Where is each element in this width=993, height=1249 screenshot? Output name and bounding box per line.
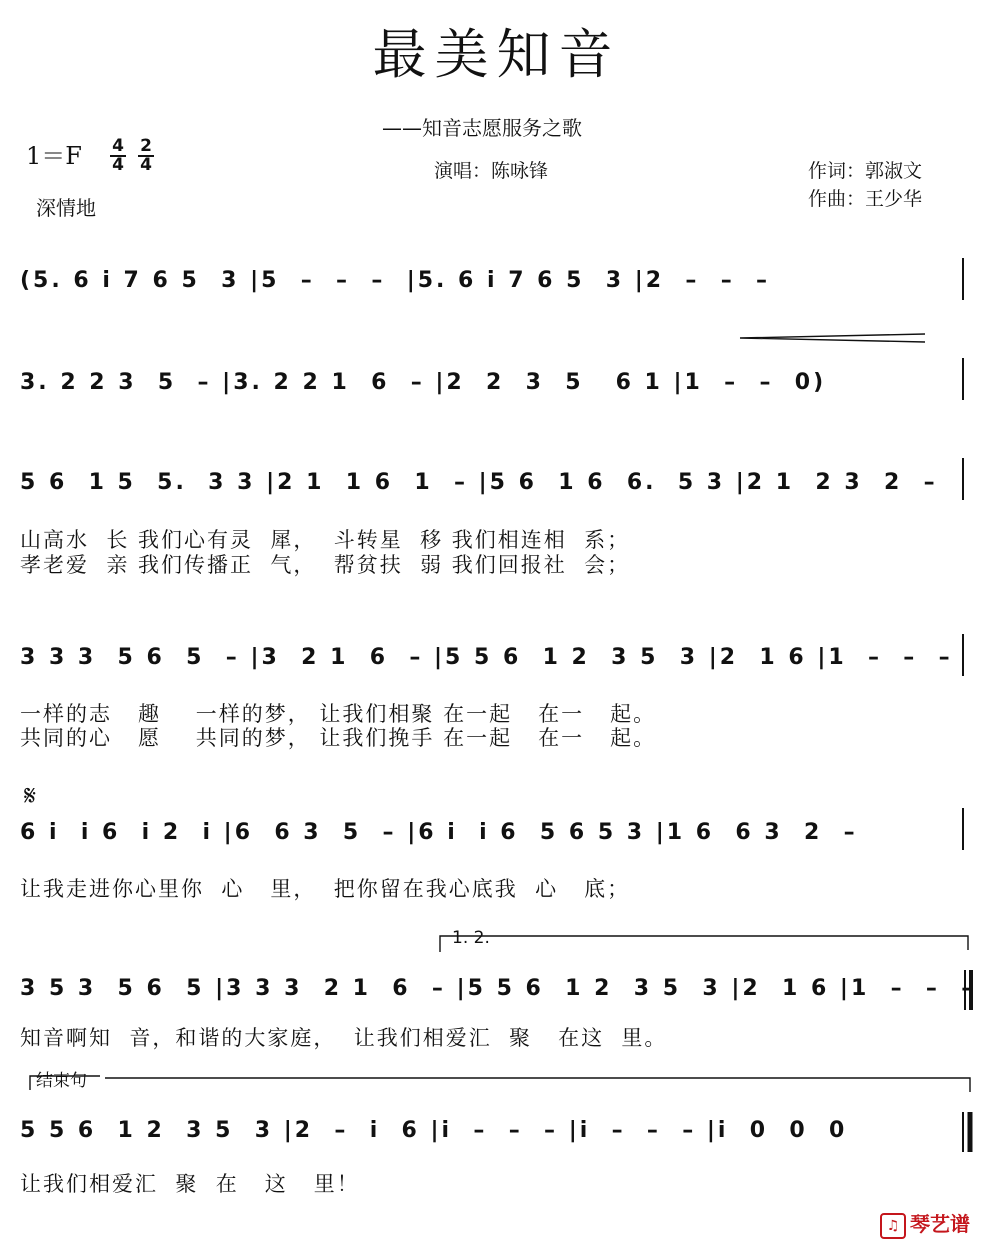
volta-bracket: [440, 936, 968, 952]
brand-logo: ♫ 琴艺谱: [880, 1208, 970, 1239]
final-barline: [963, 1112, 970, 1152]
segno-sign: 𝄋: [24, 779, 37, 812]
coda-label: 结束句: [36, 1071, 87, 1091]
repeat-barline: [965, 970, 971, 1010]
lyrics-row-3-verse-2: 孝老爱 亲 我们传播正 气， 帮贫扶 弱 我们回报社 会；: [20, 553, 631, 577]
score-row-4: 3 3 3 5 6 5 – |3 2 1 6 – |5 5 6 1 2 3 5 3 |2 1 6 |1 – – –: [20, 645, 953, 670]
lyrics-row-4-verse-1: 一样的志 趣 一样的梦， 让我们相聚 在一起 在一 起。: [20, 702, 657, 726]
score-row-2: 3. 2 2 3 5 – |3. 2 2 1 6 – |2 2 3 5 6 1 |1 – – 0): [20, 370, 827, 395]
tempo-marking: 深情地: [36, 196, 96, 220]
decrescendo-hairpin: [740, 334, 925, 342]
time-signature-4-4: 4 4: [110, 138, 126, 174]
volta-label: 1. 2.: [452, 928, 490, 948]
brand-logo-icon: ♫: [880, 1213, 906, 1239]
lyrics-row-6: 知音啊知 音，和谐的大家庭， 让我们相爱汇 聚 在这 里。: [20, 1026, 668, 1050]
coda-bracket: [30, 1076, 970, 1092]
score-row-3: 5 6 1 5 5. 3 3 |2 1 1 6 1 – |5 6 1 6 6. 5 3 |2 1 2 3 2 –: [20, 470, 938, 495]
song-title: 最美知音: [372, 23, 621, 86]
score-row-6: 3 5 3 5 6 5 |3 3 3 2 1 6 – |5 5 6 1 2 3 5 3 |2 1 6 |1 – – –: [20, 976, 976, 1001]
lyrics-row-7: 让我们相爱汇 聚 在 这 里！: [20, 1172, 360, 1196]
composer-credit: 作曲：王少华: [808, 188, 923, 210]
lyrics-row-5: 让我走进你心里你 心 里， 把你留在我心底我 心 底；: [20, 877, 631, 901]
singer-credit: 演唱：陈咏锋: [434, 160, 549, 182]
time-signature-2-4: 2 4: [138, 138, 154, 174]
score-row-5: 6 i i 6 i 2 i |6 6 3 5 – |6 i i 6 5 6 5 3 |1 6 6 3 2 –: [20, 820, 858, 845]
key-signature: 1＝F: [26, 142, 82, 170]
song-subtitle: ——知音志愿服务之歌: [382, 116, 582, 140]
lyrics-row-3-verse-1: 山高水 长 我们心有灵 犀， 斗转星 移 我们相连相 系；: [20, 528, 631, 552]
lyricist-credit: 作词：郭淑文: [808, 160, 923, 182]
score-row-1: (5. 6 i 7 6 5 3 |5 – – – |5. 6 i 7 6 5 3 |2 – – –: [20, 268, 781, 293]
score-row-7: 5 5 6 1 2 3 5 3 |2 – i 6 |i – – – |i – – – |i 0 0 0: [20, 1118, 848, 1143]
lyrics-row-4-verse-2: 共同的心 愿 共同的梦， 让我们挽手 在一起 在一 起。: [20, 726, 657, 750]
